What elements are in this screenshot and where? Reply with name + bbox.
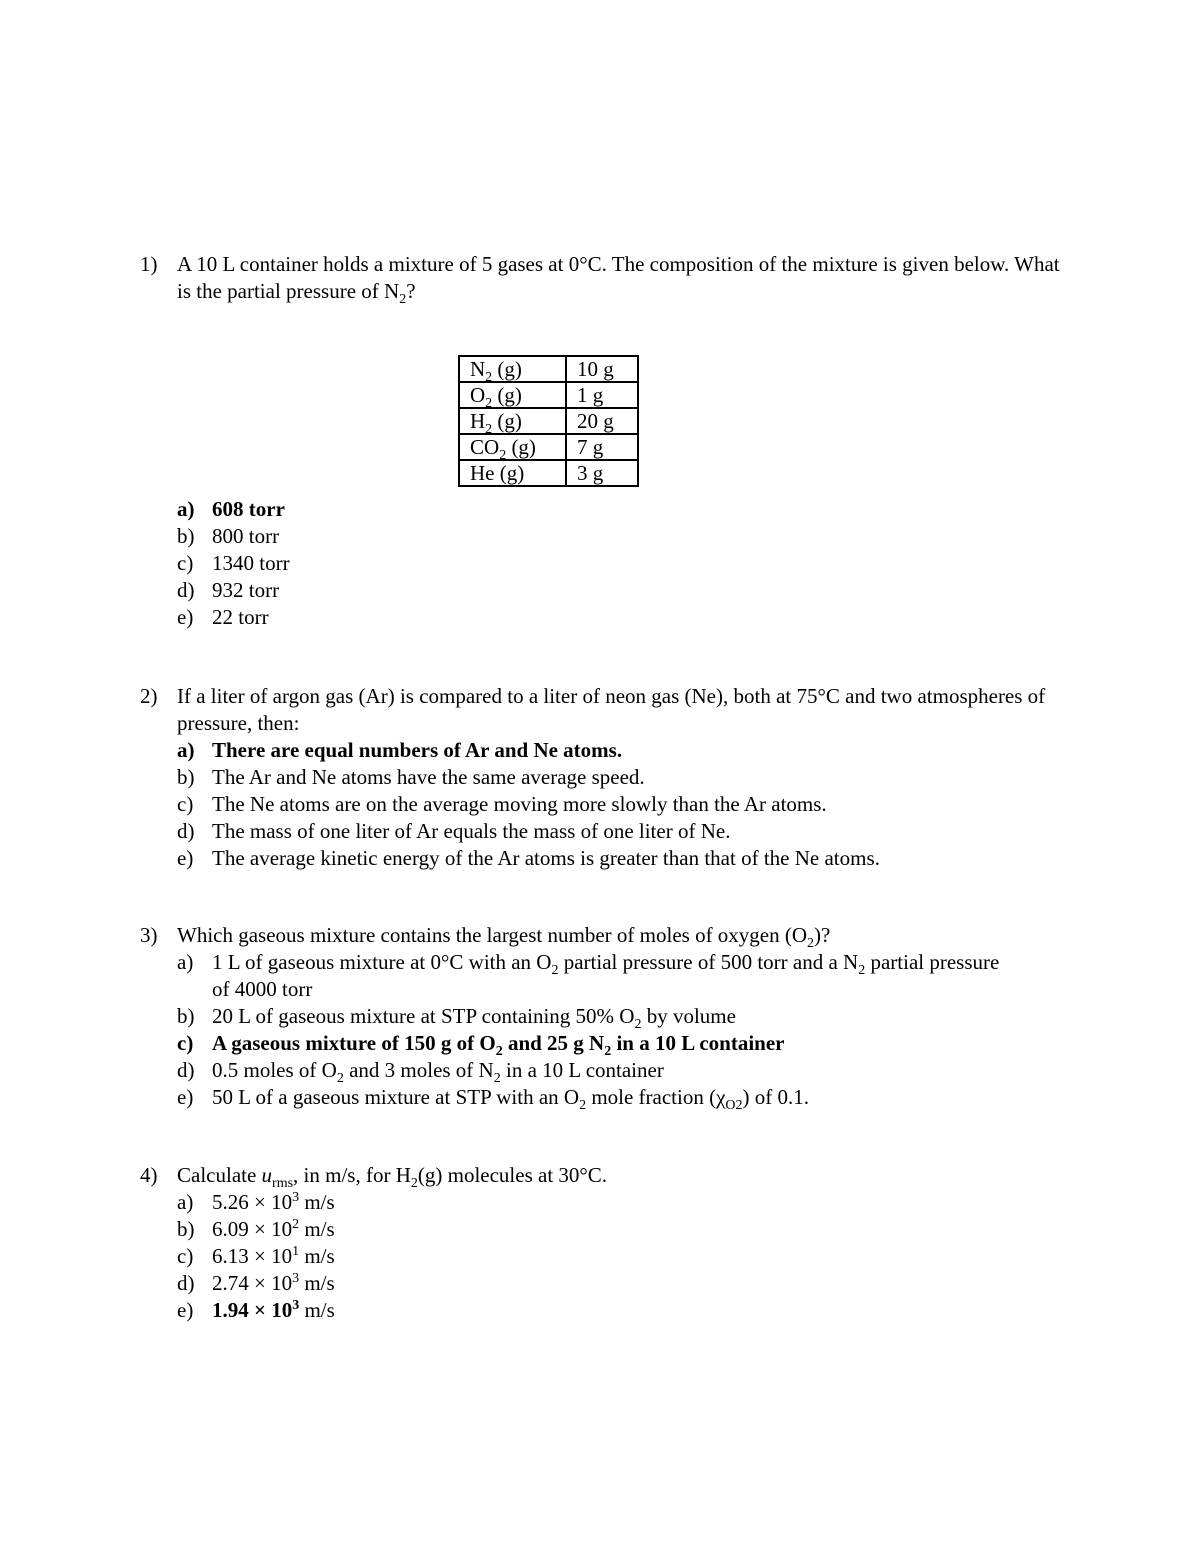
option-2c: c) The Ne atoms are on the average moving more slowly than the Ar atoms.	[177, 792, 827, 816]
option-1a: a) 608 torr	[177, 497, 285, 521]
question-4-number: 4)	[140, 1163, 158, 1187]
question-1	[140, 251, 1060, 308]
option-3d: d) 0.5 moles of $O_2$ and 3 moles of $N_2$ in a 10 L container	[177, 1058, 664, 1087]
table-row: $CO_2$ (g) 7 g	[459, 434, 638, 460]
option-1e: e) 22 torr	[177, 605, 269, 629]
option-3b: b) 20 L of gaseous mixture at STP containing 50% $O_2$ by volume	[177, 1004, 736, 1033]
table-row: He (g) 3 g	[459, 460, 638, 486]
table-row: $H_2$ (g) 20 g	[459, 408, 638, 434]
question-2-number: 2)	[140, 684, 158, 708]
question-4-text: Calculate $u_{rms}$, in m/s, for $H_2(g)$ molecules at 30°C.	[177, 1163, 608, 1192]
option-2d: d) The mass of one liter of Ar equals the mass of one liter of Ne.	[177, 819, 731, 843]
option-4e: e) $1.94 \times 10^3$ m/s	[177, 1298, 335, 1322]
table-row: $O_2$ (g) 1 g	[459, 382, 638, 408]
option-4a: a) $5.26 \times 10^3$ m/s	[177, 1190, 335, 1214]
option-4b: b) $6.09 \times 10^2$ m/s	[177, 1217, 335, 1241]
option-2a: a) There are equal numbers of Ar and Ne atoms.	[177, 738, 623, 762]
option-3c: c) A gaseous mixture of 150 g of $O_2$ and 25 g $N_2$ in a 10 L container	[177, 1031, 785, 1060]
option-1d: d) 932 torr	[177, 578, 280, 602]
composition-table	[458, 355, 639, 487]
option-4d: d) $2.74 \times 10^3$ m/s	[177, 1271, 335, 1295]
option-2b: b) The Ar and Ne atoms have the same average speed.	[177, 765, 645, 789]
question-3	[140, 922, 1060, 1114]
option-3e: e) 50 L of a gaseous mixture at STP with an $O_2$ mole fraction $(\chi_{O2})$ of 0.1.	[177, 1085, 810, 1114]
question-3-text: Which gaseous mixture contains the largest number of moles of oxygen $(O_2)$?	[177, 923, 831, 952]
question-3-number: 3)	[140, 923, 158, 947]
option-3a: a) 1 L of gaseous mixture at 0°C with an $O_2$ partial pressure of 500 torr and a $N_2$ partial pressure of 4000 torr	[177, 950, 1000, 1001]
question-2	[140, 683, 1060, 872]
question-4	[140, 1162, 1060, 1324]
option-1b: b) 800 torr	[177, 524, 280, 548]
question-1-number: 1)	[140, 252, 158, 276]
option-1c: c) 1340 torr	[177, 551, 290, 575]
table-row: $N_2$ (g) 10 g	[459, 356, 638, 382]
question-1-options	[140, 496, 1060, 631]
question-2-text: If a liter of argon gas (Ar) is compared to a liter of neon gas (Ne), both at 75°C and two atmospheres of pressure, then:	[177, 684, 1046, 735]
option-4c: c) $6.13 \times 10^1$ m/s	[177, 1244, 335, 1268]
option-2e: e) The average kinetic energy of the Ar atoms is greater than that of the Ne atoms.	[177, 846, 880, 870]
question-1-text: A 10 L container holds a mixture of 5 gases at 0°C. The composition of the mixture is given below. What is the partial pressure of $N_2$?	[177, 252, 1060, 308]
